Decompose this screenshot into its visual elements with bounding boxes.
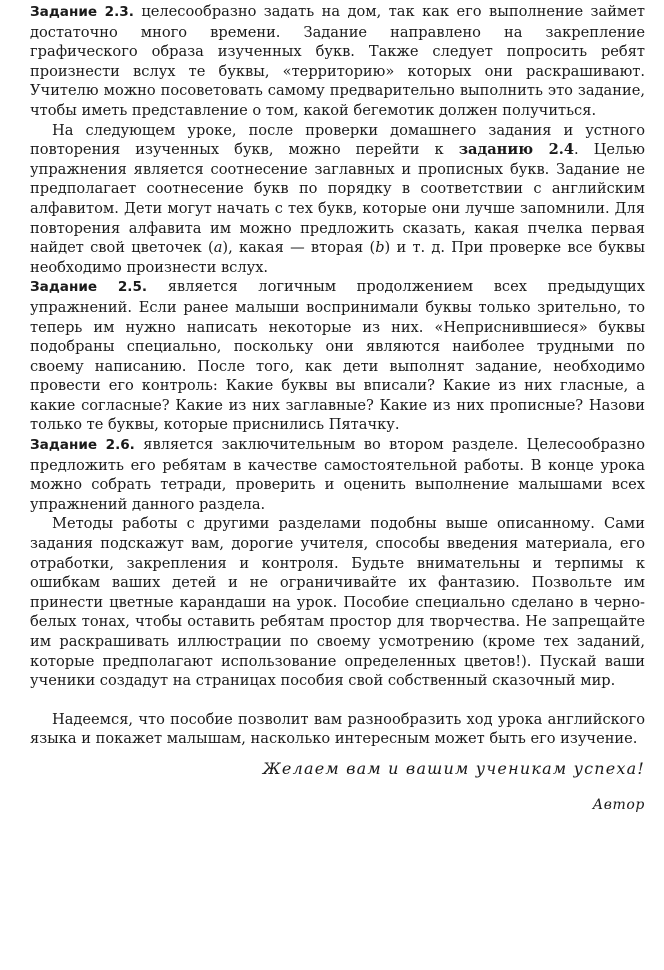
author-signature: Автор [592,796,645,813]
closing-wish: Желаем вам и вашим ученикам успеха! [262,758,645,778]
task-2-3-label: Задание 2.3. [30,4,134,20]
variable-a: a [213,239,223,257]
paragraph-next-lesson [30,121,645,278]
hope-text: Надеемся, что пособие позволит вам разнообразить ход урока английского языка и покажет малышам, насколько интересным может быть его изучение. [30,710,645,748]
task-2-5-text: является логичным продолжением всех предыдущих упражнений. Если ранее малыши воспринимали буквы только зрительно, то теперь им нужно написать некоторые из них. «Неприснившиеся» буквы подобраны специально, поскольку они являются наиболее трудными по своему написанию. После того, как дети выполнят задание, необходимо провести его контроль: Какие буквы вы вписали? Какие из них гласные, а какие согласные? Какие из них заглавные? Какие из них прописные? Назови только те буквы, которые приснились Пятачку. [30,278,645,434]
next-lesson-text-a: На следующем уроке, после проверки домашнего задания и устного повторения изученных букв, можно перейти к [30,121,645,159]
task-2-3-text: целесообразно задать на дом, так как его выполнение займет достаточно много времени. Задание направлено на закрепление графического образа изученных букв. Также следует попросить ребят произнести вслух те буквы, «территорию» которых они раскрашивают. Учителю можно посоветовать самому предварительно выполнить это задание, чтобы иметь представление о том, какой бегемотик должен получиться. [30,3,645,119]
next-lesson-text-d: ) и т. д. При проверке все буквы необходимо произнести вслух. [30,239,645,276]
page-body [30,2,645,815]
task-2-4-reference: заданию 2.4 [458,141,575,159]
next-lesson-text-b: . Целью упражнения является соотнесение заглавных и прописных букв. Задание не предполагает соотнесение букв по порядку в соответствии с английским алфавитом. Дети могут начать с тех букв, которые они лучше запомнили. Для повторения алфавита им можно предложить сказать, какая пчелка первая найдет свой цветочек ( [30,141,645,257]
paragraph-hope [30,710,645,749]
paragraph-task-2-5 [30,277,645,435]
paragraph-gap [30,691,645,710]
next-lesson-text-c: ), какая — вторая ( [222,239,376,257]
variable-b: b [375,239,385,257]
paragraph-task-2-3 [30,2,645,121]
task-2-6-label: Задание 2.6. [30,437,135,454]
task-2-6-text: является заключительным во втором разделе. Целесообразно предложить его ребятам в качестве самостоятельной работы. В конце урока можно собрать тетради, проверить и оценить выполнение малышами всех упражнений данного раздела. [30,436,645,513]
paragraph-task-2-6 [30,435,645,514]
task-2-5-label: Задание 2.5. [30,279,148,296]
methods-text: Методы работы с другими разделами подобны выше описанному. Сами задания подскажут вам, дорогие учителя, способы введения материала, его отработки, закрепления и контроля. Будьте внимательны и терпимы к ошибкам ваших детей и не ограничивайте их фантазию. Позвольте им принести цветные карандаши на урок. Пособие специально сделано в черно-белых тонах, чтобы оставить ребятам простор для творчества. Не запрещайте им раскрашивать иллюстрации по своему усмотрению (кроме тех заданий, которые предполагают использование определенных цветов!). Пускай ваши ученики создадут на страницах пособия свой собственный сказочный мир. [30,515,645,690]
paragraph-methods [30,514,645,690]
